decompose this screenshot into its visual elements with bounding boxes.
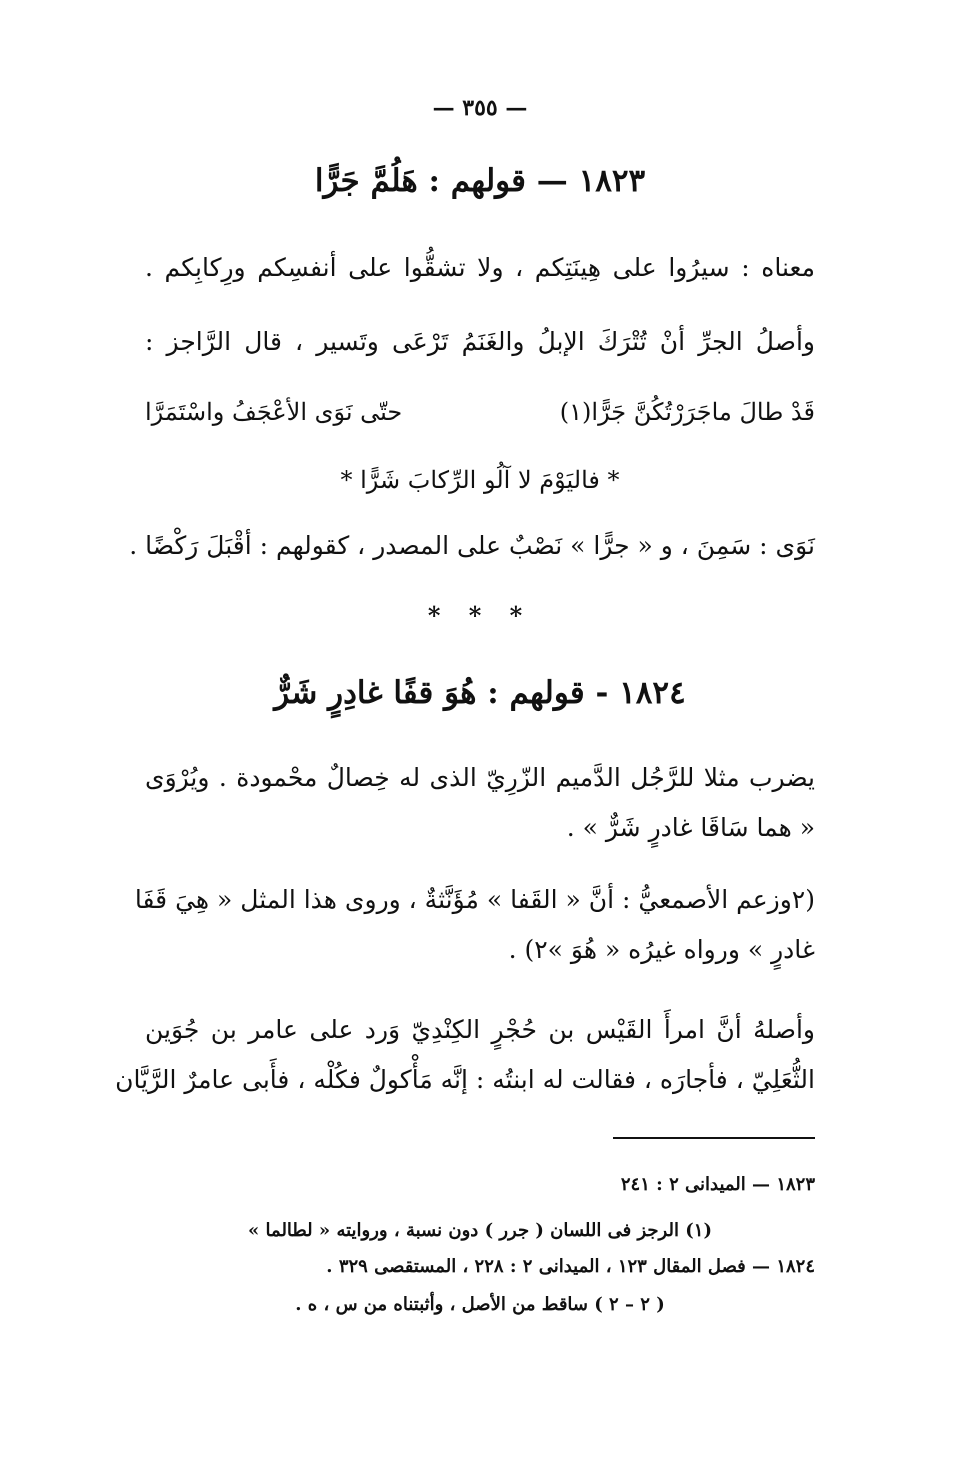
page-number: — ٣٥٥ —: [432, 95, 528, 121]
entry-1824-p3-line-1: وأصلهُ أنَّ امرأَ القَيْس بن حُجْرٍ الكِنْدِيّ وَرد على عامر بن جُوَين: [145, 1015, 815, 1044]
entry-1824-p2-line-1: (٢وزعم الأصمعيُّ : أنَّ « القَفا » مُؤَنَّثةٌ ، وروى هذا المثل « هِيَ قَفَا: [134, 885, 815, 914]
footnote-1823-1: (١) الرجز فى اللسان ( جرر ) دون نسبة ، وروايته « لطالما »: [248, 1220, 712, 1241]
verse-1-second-hemistich: حتّى نَوَى الأعْجَفُ واسْتَمَرَّا: [145, 398, 403, 426]
verse-1: [145, 392, 815, 432]
footnote-1824-source: ١٨٢٤ — فصل المقال ١٢٣ ، الميدانى ٢ : ٢٢٨ ، المستقصى ٣٢٩ .: [326, 1256, 815, 1277]
verse-2: * فاليَوْمَ لا آلُو الرِّكابَ شَرًّا *: [340, 466, 620, 494]
book-page: [115, 0, 815, 1463]
entry-1824-p2-line-2: غادرٍ » ورواه غيرُه « هُوَ »٢) .: [508, 935, 815, 964]
entry-1824-p1-line-1: يضرب مثلا للرَّجُل الدَّميم الزّرِيّ الذى له خِصالٌ محْمودة . ويُرْوَى: [145, 763, 815, 792]
entry-1824-heading: ١٨٢٤ - قولهم : هُوَ قفًا غادِرٍ شَرٌّ: [274, 675, 686, 711]
verse-1-first-hemistich: قَدْ طالَ ماجَرَرْتُكُنَّ جَرًّا(١): [559, 398, 815, 426]
entry-1824-p1-line-2: « هما سَاقَا غادرٍ شَرٌّ » .: [566, 813, 815, 842]
footnote-rule: [613, 1137, 815, 1139]
entry-1823-line-1: معناه : سيرُوا على هِينَتِكم ، ولا تشقُّوا على أنفسِكم ورِكابِكم .: [145, 253, 815, 282]
entry-1823-line-3: نَوَى : سَمِنَ ، و « جرًّا » نَصْبٌ على المصدر ، كقولهم : أقْبَلَ رَكْضًا .: [129, 531, 815, 560]
footnote-1823-source: ١٨٢٣ — الميدانى ٢ : ٢٤١: [620, 1174, 815, 1195]
section-separator: * * *: [427, 601, 533, 630]
entry-1823-heading: ١٨٢٣ — قولهم : هَلُمَّ جَرًّا: [314, 163, 646, 199]
entry-1823-line-2: وأصلُ الجرِّ أنْ تُتْرَكَ الإبلُ والغَنَمُ تَرْعَى وتَسير ، قال الرَّاجز :: [145, 327, 815, 356]
entry-1824-p3-line-2: الثُّعَلِيّ ، فأجارَه ، فقالت له ابنتُه : إنَّه مَأْكولٌ فكُلْه ، فأَبى عامرٌ الرَّيَّان: [115, 1065, 815, 1094]
footnote-1824-2: ( ٢ – ٢ ) ساقط من الأصل ، وأثبتناه من س ، ه .: [295, 1294, 665, 1315]
